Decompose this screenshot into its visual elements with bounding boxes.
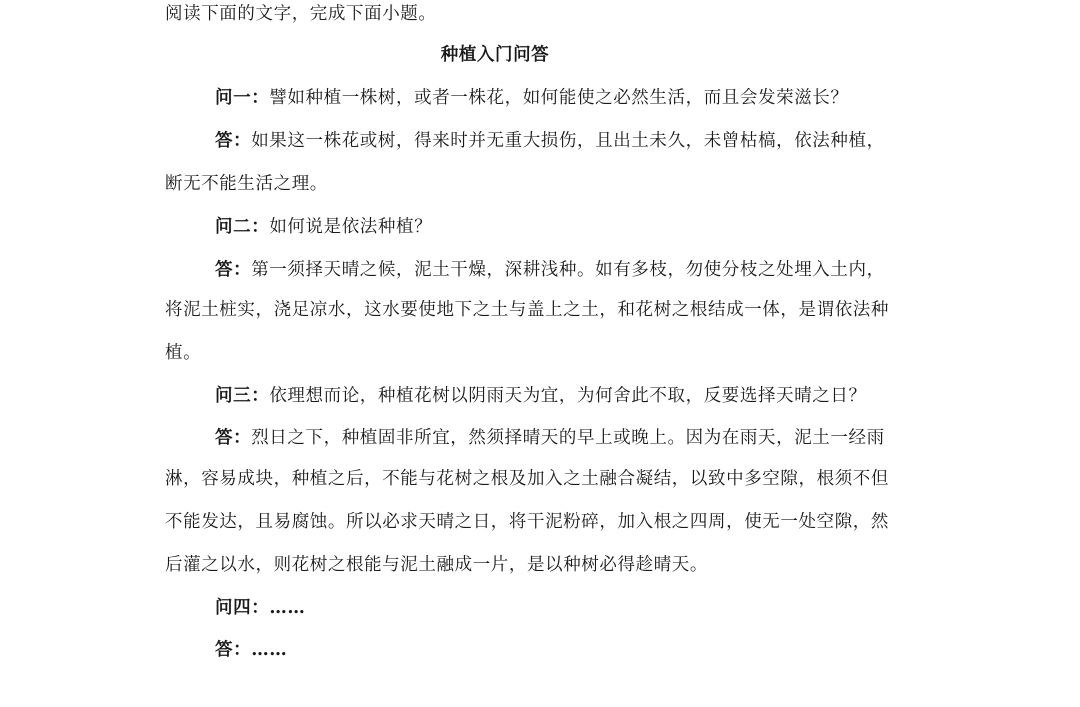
answer-3-line-1 bbox=[215, 426, 885, 450]
question-1-label: 问一： bbox=[215, 88, 270, 108]
document-title: 种植入门问答 bbox=[440, 45, 550, 65]
answer-4-label: 答： bbox=[215, 640, 252, 660]
answer-1-text-1: 如果这一株花或树，得来时并无重大损伤，且出土未久，未曾枯槁，依法种植， bbox=[251, 131, 885, 151]
question-2-text: 如何说是依法种植？ bbox=[269, 217, 433, 237]
answer-1-line-1 bbox=[215, 129, 885, 153]
answer-2-line-3: 植。 bbox=[165, 343, 202, 363]
answer-3-text-1: 烈日之下，种植固非所宜，然须择晴天的早上或晚上。因为在雨天，泥土一经雨 bbox=[251, 428, 885, 448]
answer-1-label: 答： bbox=[215, 131, 252, 151]
question-4-text: …… bbox=[269, 598, 306, 618]
question-3 bbox=[215, 384, 867, 408]
question-4-label: 问四： bbox=[215, 598, 270, 618]
answer-3-label: 答： bbox=[215, 428, 252, 448]
answer-3-line-3: 不能发达，且易腐蚀。所以必求天晴之日，将干泥粉碎，加入根之四周，使无一处空隙，然 bbox=[165, 512, 889, 532]
answer-1-line-2: 断无不能生活之理。 bbox=[165, 174, 328, 194]
answer-4-text: …… bbox=[251, 640, 288, 660]
answer-2-line-1 bbox=[215, 258, 885, 282]
instruction-text: 阅读下面的文字，完成下面小题。 bbox=[165, 4, 437, 24]
answer-4 bbox=[215, 638, 287, 662]
question-4 bbox=[215, 596, 306, 620]
question-1-text: 譬如种植一株树，或者一株花，如何能使之必然生活，而且会发荣滋长？ bbox=[269, 88, 849, 108]
answer-3-line-4: 后灌之以水，则花树之根能与泥土融成一片，是以种树必得趁晴天。 bbox=[165, 555, 708, 575]
question-3-label: 问三： bbox=[215, 386, 270, 406]
question-1 bbox=[215, 86, 849, 110]
answer-2-text-1: 第一须择天晴之候，泥土干燥，深耕浅种。如有多枝，勿使分枝之处埋入土内， bbox=[251, 260, 885, 280]
answer-2-label: 答： bbox=[215, 260, 252, 280]
question-3-text: 依理想而论，种植花树以阴雨天为宜，为何舍此不取，反要选择天晴之日？ bbox=[269, 386, 867, 406]
question-2-label: 问二： bbox=[215, 217, 270, 237]
answer-3-line-2: 淋，容易成块，种植之后，不能与花树之根及加入之土融合凝结，以致中多空隙，根须不但 bbox=[165, 469, 889, 489]
answer-2-line-2: 将泥土桩实，浇足凉水，这水要使地下之土与盖上之土，和花树之根结成一体，是谓依法种 bbox=[165, 300, 889, 320]
question-2 bbox=[215, 215, 432, 239]
